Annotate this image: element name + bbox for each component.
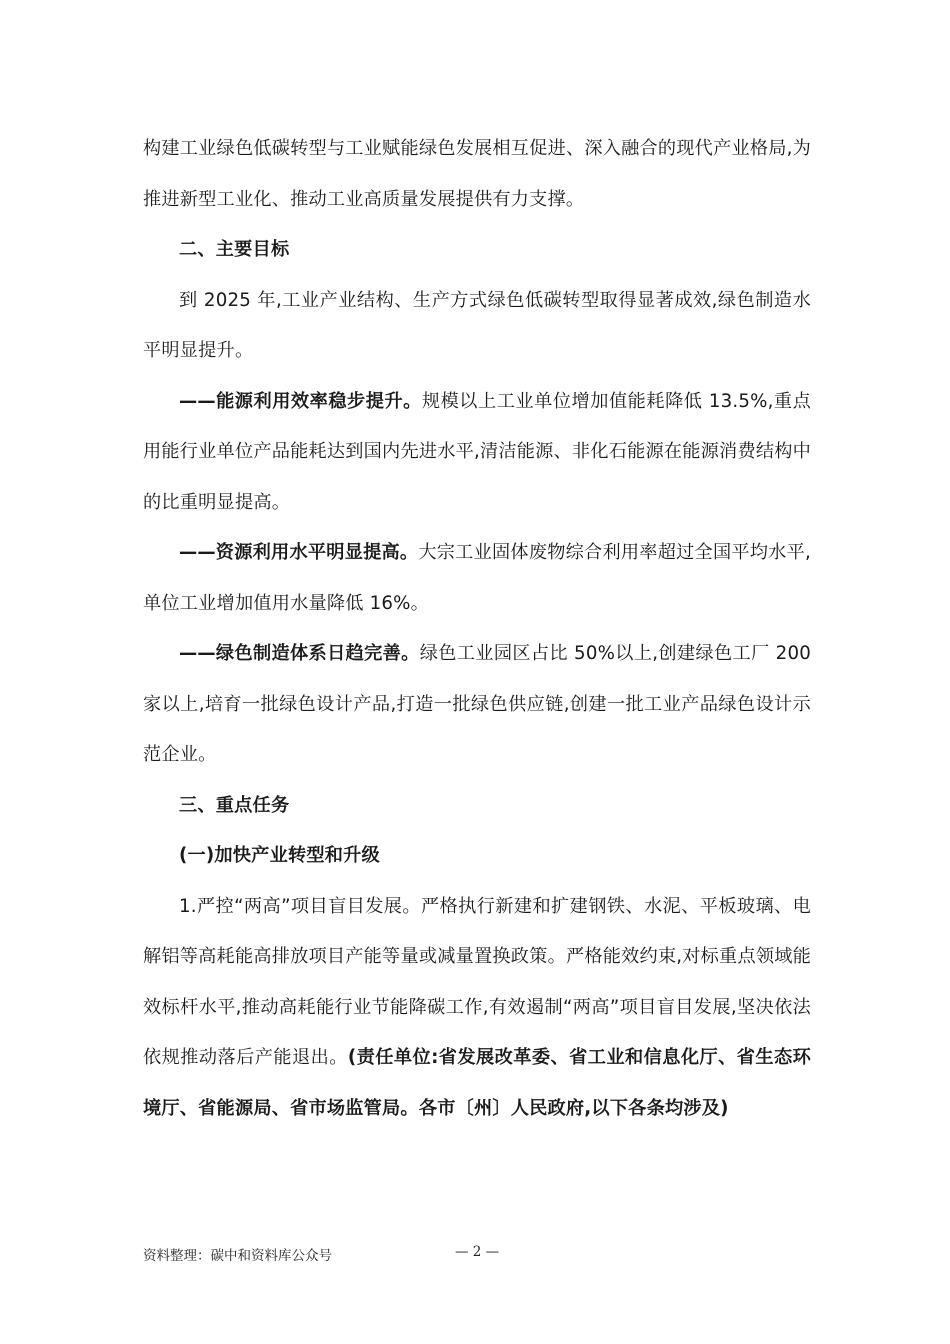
subheading-text: (一)加快产业转型和升级 xyxy=(179,845,380,866)
goal-green-manufacturing xyxy=(143,629,811,781)
document-body xyxy=(143,124,811,1134)
section-heading-key-tasks xyxy=(143,781,811,832)
section-heading-main-goals xyxy=(143,225,811,276)
goal-title: ——能源利用效率稳步提升。 xyxy=(179,390,422,412)
paragraph-text: 构建工业绿色低碳转型与工业赋能绿色发展相互促进、深入融合的现代产业格局,为推进新型工业化、推动工业高质量发展提供有力支撑。 xyxy=(143,138,811,210)
heading-text: 二、主要目标 xyxy=(179,239,290,260)
paragraph-intro-continued xyxy=(143,124,811,225)
goal-text: 规模以上工业单位增加值能耗降低 13.5%,重点用能行业单位产品能耗达到国内先进水平,清洁能源、非化石能源在能源消费结构中的比重明显提高。 xyxy=(143,390,811,513)
goal-energy-efficiency xyxy=(143,377,811,529)
paragraph-text: 到 2025 年,工业产业结构、生产方式绿色低碳转型取得显著成效,绿色制造水平明显提升。 xyxy=(143,289,811,361)
page-footer xyxy=(143,1244,811,1268)
subsection-heading-industry-upgrade xyxy=(143,831,811,882)
goal-resource-utilization xyxy=(143,528,811,629)
goal-title: ——资源利用水平明显提高。 xyxy=(179,542,419,563)
task-text: 1.严控“两高”项目盲目发展。严格执行新建和扩建钢铁、水泥、平板玻璃、电解铝等高耗能高排放项目产能等量或减量置换政策。严格能效约束,对标重点领域能效标杆水平,推动高耗能行业节能降碳工作,有效遏制“两高”项目盲目发展,坚决依法依规推动落后产能退出。 xyxy=(143,895,811,1068)
goal-text: 大宗工业固体废物综合利用率超过全国平均水平,单位工业增加值用水量降低 16%。 xyxy=(143,542,811,614)
page-number: — 2 — xyxy=(455,1244,500,1260)
goal-title: ——绿色制造体系日趋完善。 xyxy=(179,643,420,664)
heading-text: 三、重点任务 xyxy=(179,794,290,816)
goal-text: 绿色工业园区占比 50%以上,创建绿色工厂 200 家以上,培育一批绿色设计产品,打造一批绿色供应链,创建一批工业产品绿色设计示范企业。 xyxy=(143,643,811,765)
footer-source: 资料整理：碳中和资料库公众号 xyxy=(143,1248,332,1264)
paragraph-goals-overview xyxy=(143,276,811,377)
responsible-units: (责任单位:省发展改革委、省工业和信息化厅、省生态环境厅、省能源局、省市场监管局。各市〔州〕人民政府,以下各条均涉及) xyxy=(143,1047,811,1119)
task-control-two-high-projects xyxy=(143,882,811,1135)
